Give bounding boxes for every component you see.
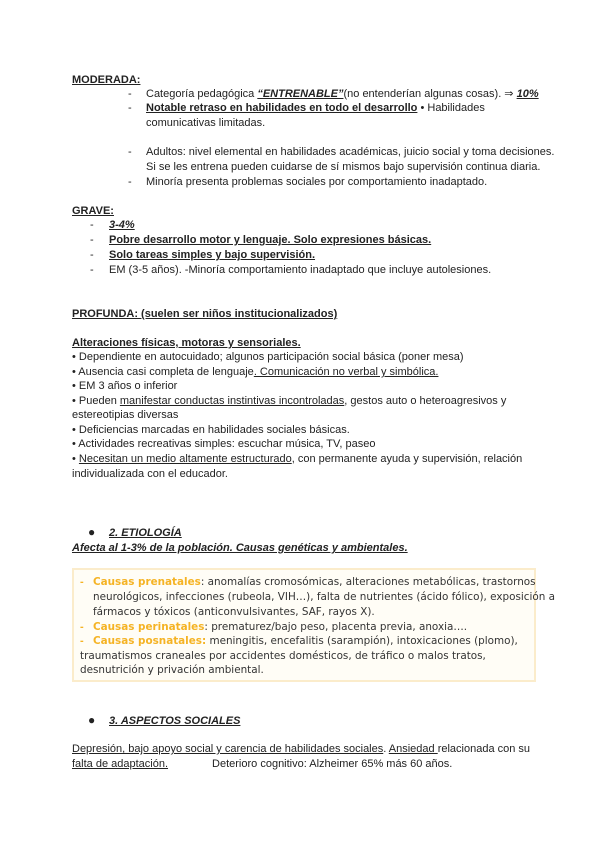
list-dash: - (80, 635, 84, 647)
profunda-bullet: • EM 3 años o inferior (72, 380, 178, 392)
profunda-bullet: • Actividades recreativas simples: escuchar música, TV, paseo (72, 438, 376, 450)
grave-item: EM (3-5 años). -Minoría comportamiento inadaptado que incluye autolesiones. (109, 264, 492, 276)
profunda-bullet: • Dependiente en autocuidado; algunos participación social básica (poner mesa) (72, 351, 464, 363)
text: manifestar conductas instintivas incontroladas (119, 395, 345, 407)
text: (no entenderían algunas cosas). ⇒ (343, 88, 517, 100)
prenatal-causes-cont: neurológicos, infecciones (rubeola, VIH…), falta de nutrientes (ácido fólico), exposición a (93, 591, 555, 603)
profunda-bullet (72, 452, 522, 466)
profunda-bullet-cont: individualizada con el educador. (72, 468, 228, 480)
list-dash: - (80, 576, 84, 588)
text: , gestos auto o heteroagresivos y (344, 395, 507, 407)
posnatal-causes-cont: traumatismos craneales por accidentes domésticos, de tráfico o malos tratos, (80, 650, 486, 662)
posnatal-causes-cont: desnutrición y privación ambiental. (80, 664, 264, 676)
moderada-item (146, 87, 539, 101)
posnatal-causes (93, 634, 518, 648)
profunda-bullet-cont: estereotipias diversas (72, 409, 179, 421)
profunda-bullet: • Deficiencias marcadas en habilidades sociales básicas. (72, 424, 350, 436)
list-dash: - (90, 234, 94, 246)
text: : anomalías cromosómicas, alteraciones metabólicas, trastornos (200, 576, 536, 588)
text: Depresión, bajo apoyo social y carencia de habilidades sociales (72, 743, 384, 755)
list-dash: - (80, 621, 84, 633)
profunda-bullet (72, 365, 438, 379)
moderada-item-cont: comunicativas limitadas. (146, 117, 266, 129)
text: meningitis, encefalitis (sarampión), intoxicaciones (plomo), (206, 635, 518, 647)
perinatal-causes (93, 620, 467, 634)
bullet-icon: ● (88, 525, 96, 539)
text: Necesitan un medio altamente estructurado (78, 453, 292, 465)
text: • Ausencia casi completa de lenguaje (72, 366, 254, 378)
sociales-heading: 3. ASPECTOS SOCIALES (109, 715, 241, 727)
cause-label: Causas perinatales (93, 621, 205, 633)
cause-label: Causas prenatales (93, 576, 201, 588)
text: falta de adaptación. (72, 758, 169, 770)
etiologia-subtitle: Afecta al 1-3% de la población. Causas genéticas y ambientales. (72, 542, 408, 554)
percentage: 10% (516, 88, 539, 100)
list-dash: - (90, 264, 94, 276)
grave-item: Solo tareas simples y bajo supervisión. (109, 249, 316, 261)
text: relacionada con su (437, 743, 531, 755)
text: . (383, 743, 389, 755)
text: Notable retraso en habilidades en todo el desarrollo (146, 102, 418, 114)
moderada-item: Minoría presenta problemas sociales por comportamiento inadaptado. (146, 176, 488, 188)
text: • (72, 453, 79, 465)
sociales-paragraph (72, 742, 530, 756)
etiologia-heading: 2. ETIOLOGÍA (109, 527, 182, 539)
list-dash: - (128, 146, 132, 158)
moderada-item (146, 101, 485, 115)
profunda-subheading: Alteraciones físicas, motoras y sensoriales. (72, 337, 301, 349)
list-dash: - (128, 88, 132, 100)
cause-label: Causas posnatales: (93, 635, 207, 647)
profunda-heading: PROFUNDA: (suelen ser niños institucionalizados) (72, 308, 338, 320)
moderada-item-cont: Si se les entrena pueden cuidarse de sí mismos bajo supervisión continua diaria. (146, 161, 541, 173)
text: , con permanente ayuda y supervisión, relación (291, 453, 523, 465)
grave-heading: GRAVE: (72, 205, 114, 217)
text: Ansiedad (388, 743, 438, 755)
moderada-item: Adultos: nivel elemental en habilidades académicas, juicio social y toma decisiones. (146, 146, 555, 158)
sociales-paragraph (72, 757, 452, 771)
text: . Comunicación no verbal y simbólica. (253, 366, 439, 378)
text: : prematurez/bajo peso, placenta previa, anoxia…. (204, 621, 468, 633)
grave-item: Pobre desarrollo motor y lenguaje. Solo expresiones básicas. (109, 234, 432, 246)
prenatal-causes (93, 575, 536, 589)
profunda-bullet (72, 394, 506, 408)
text: • Habilidades (417, 102, 485, 114)
list-dash: - (128, 102, 132, 114)
bullet-icon: ● (88, 713, 96, 727)
list-dash: - (90, 249, 94, 261)
grave-item: 3-4% (109, 219, 135, 231)
entrenable-label: “ENTRENABLE” (257, 88, 344, 100)
list-dash: - (128, 176, 132, 188)
list-dash: - (90, 219, 94, 231)
moderada-heading: MODERADA: (72, 74, 141, 86)
prenatal-causes-cont: fármacos y tóxicos (anticonvulsivantes, SAF, rayos X). (93, 606, 375, 618)
text: • Pueden (72, 395, 120, 407)
text: Categoría pedagógica (146, 88, 258, 100)
text: Deterioro cognitivo: Alzheimer 65% más 60 años. (212, 758, 453, 770)
